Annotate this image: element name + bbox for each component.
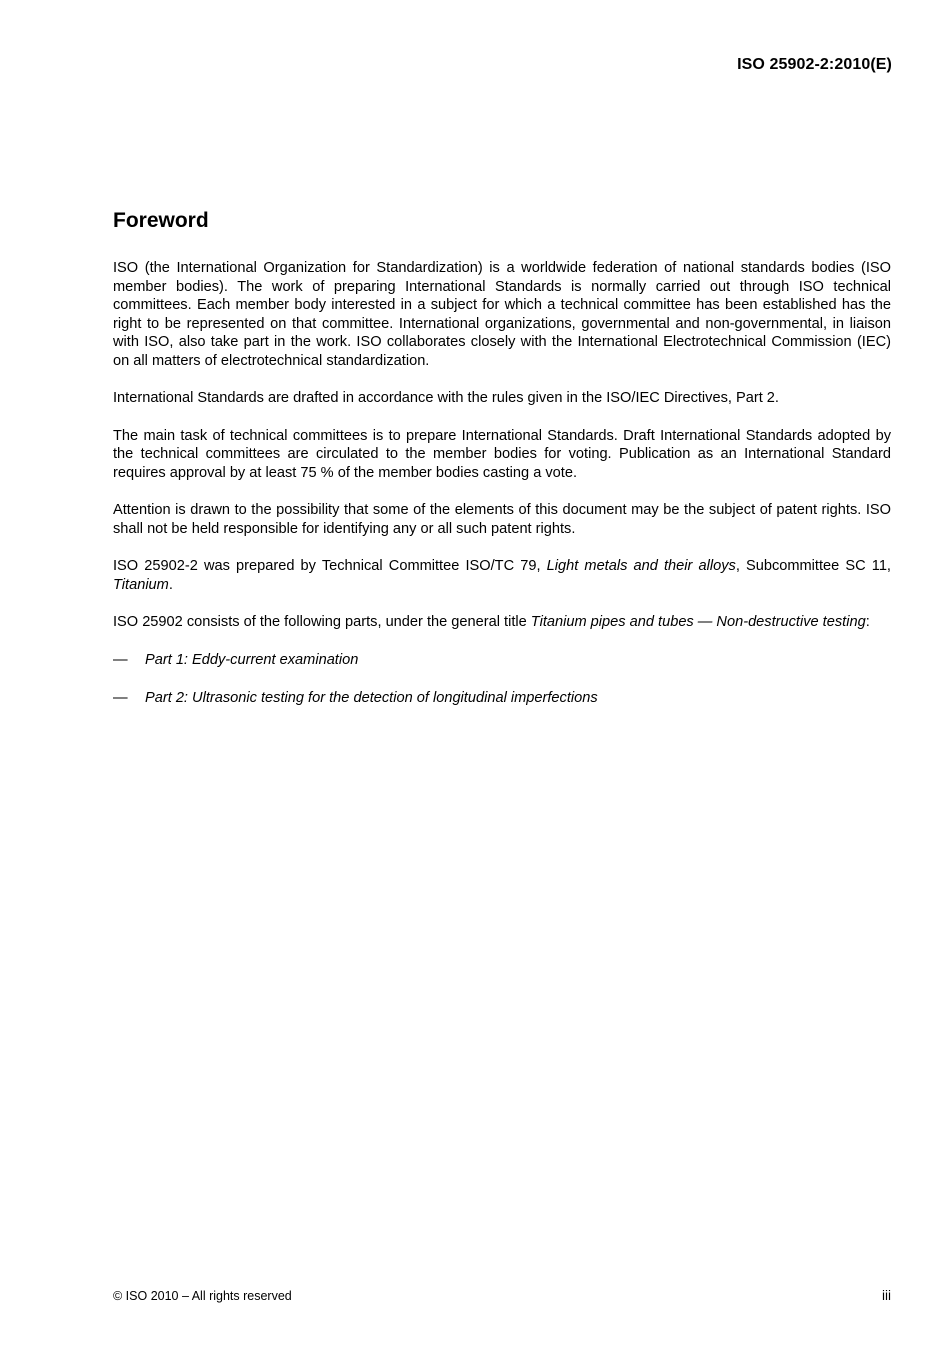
general-title: Titanium pipes and tubes — Non-destructive testing [530, 614, 866, 630]
list-item [113, 651, 891, 670]
prepared-by-text: ISO 25902-2 was prepared by Technical Committee ISO/TC 79, [113, 558, 547, 574]
paragraph-prepared-by [113, 557, 891, 594]
paragraph-technical-committees: The main task of technical committees is to prepare International Standards. Draft International Standards adopted by the technical committees are circulated to the member bodies for voting. Publication as an International Standard requires approval by at least 75 % of the member bodies casting a vote. [113, 427, 891, 481]
page-number: iii [882, 1288, 891, 1303]
document-id: ISO 25902-2:2010(E) [737, 56, 892, 73]
committee-title: Light metals and their alloys [546, 558, 736, 574]
parts-intro-text: ISO 25902 consists of the following parts, under the general title [113, 614, 531, 630]
colon: : [865, 614, 870, 630]
paragraph-parts-intro [113, 613, 891, 632]
part-2-title: Part 2: Ultrasonic testing for the detection of longitudinal imperfections [145, 690, 598, 706]
subcommittee-title: Titanium [113, 576, 169, 593]
dash-bullet: — [113, 690, 128, 706]
period: . [168, 576, 173, 593]
paragraph-directives: International Standards are drafted in accordance with the rules given in the ISO/IEC Directives, Part 2. [113, 390, 779, 406]
part-1-title: Part 1: Eddy-current examination [145, 651, 359, 668]
paragraph-iso-intro: ISO (the International Organization for Standardization) is a worldwide federation of national standards bodies (ISO member bodies). The work of preparing International Standards is normally carried out through ISO technical committees. Each member body interested in a subject for which a technical committee has been established has the right to be represented on that committee. International organizations, governmental and non-governmental, in liaison with ISO, also take part in the work. ISO collaborates closely with the International Electrotechnical Commission (IEC) on all matters of electrotechnical standardization. [113, 260, 891, 369]
page-title: Foreword [113, 209, 209, 232]
paragraph-patent-rights: Attention is drawn to the possibility that some of the elements of this document may be the subject of patent rights. ISO shall not be held responsible for identifying any or all such patent rights. [113, 502, 891, 537]
list-item [113, 689, 891, 708]
dash-bullet: — [113, 651, 128, 668]
foreword-body [113, 259, 891, 728]
copyright-notice: © ISO 2010 – All rights reserved [113, 1289, 292, 1303]
subcommittee-text: , Subcommittee SC 11, [735, 558, 891, 574]
